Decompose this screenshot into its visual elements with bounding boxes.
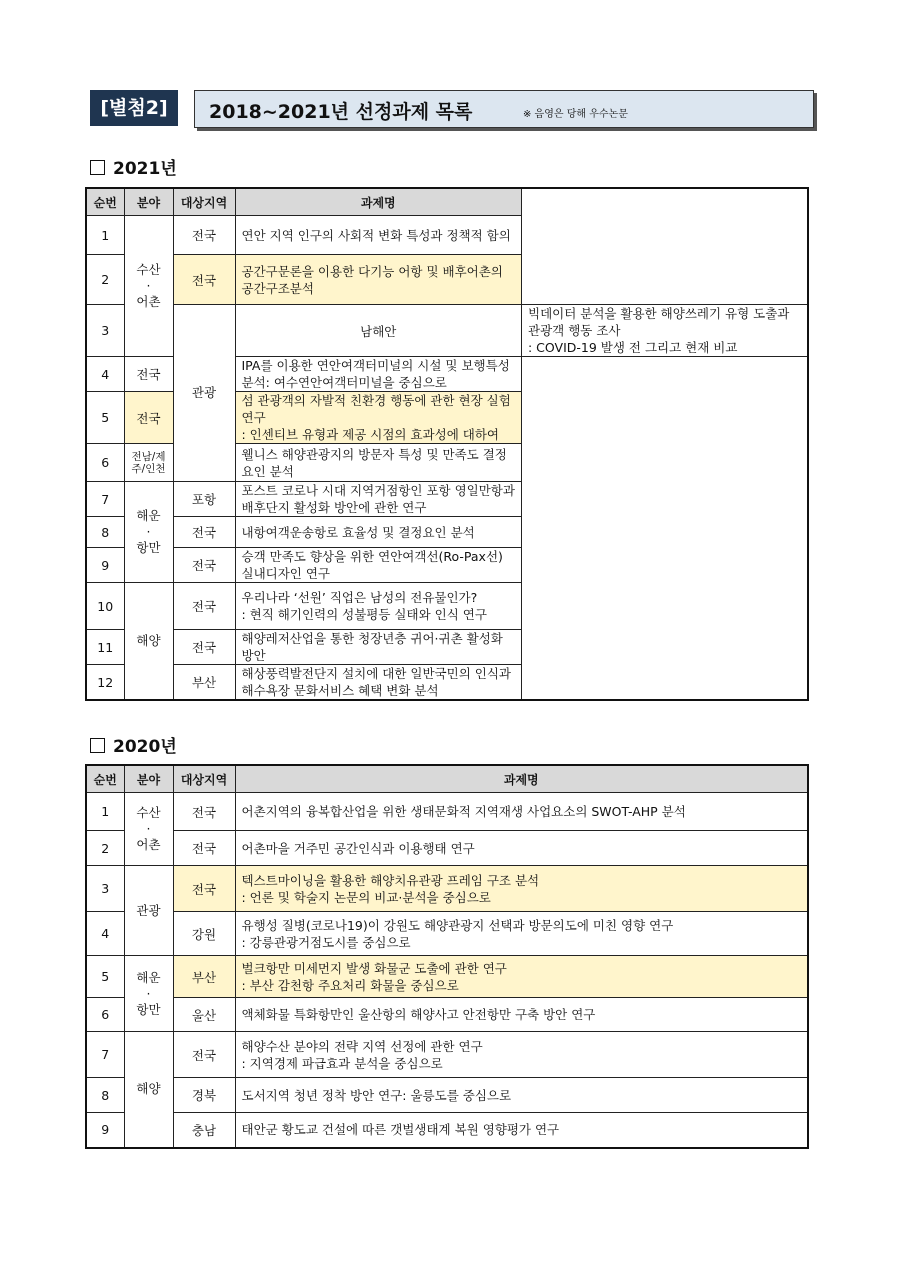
project-title-cell <box>235 1113 808 1148</box>
row-number: 3 <box>86 866 124 912</box>
project-title-line: 승객 만족도 향상을 위한 연안여객선(Ro-Pax선) 실내디자인 연구 <box>241 549 503 581</box>
region-cell: 강원 <box>173 912 235 956</box>
region-cell: 전국 <box>124 392 173 444</box>
project-title-cell <box>235 1032 808 1078</box>
field-cell: 해운 · 항만 <box>124 956 173 1032</box>
project-title-cell <box>235 357 522 392</box>
project-title-line: 웰니스 해양관광지의 방문자 특성 및 만족도 결정요인 분석 <box>241 446 507 479</box>
title-box <box>194 90 814 128</box>
row-number: 1 <box>86 793 124 831</box>
project-title-line: 해상풍력발전단지 설치에 대한 일반국민의 인식과 해수욕장 문화서비스 혜택 변화 분석 <box>241 666 511 698</box>
project-title-line: 해양수산 분야의 전략 지역 선정에 관한 연구 <box>241 1038 483 1054</box>
project-title-cell <box>235 517 522 548</box>
table-row <box>86 1032 808 1078</box>
row-number: 9 <box>86 548 124 583</box>
region-cell: 부산 <box>173 956 235 998</box>
row-number: 4 <box>86 357 124 392</box>
project-title-cell <box>235 216 522 255</box>
project-title-line: : 부산 감천항 주요처리 화물을 중심으로 <box>241 977 459 993</box>
project-title-line: : 인센티브 유형과 제공 시점의 효과성에 대하여 <box>241 427 499 442</box>
table-row <box>86 831 808 866</box>
section-heading-2021 <box>90 154 177 179</box>
project-title-cell <box>235 630 522 665</box>
project-title-cell <box>235 866 808 912</box>
row-number: 1 <box>86 216 124 255</box>
region-cell: 전국 <box>173 517 235 548</box>
col-header: 대상지역 <box>173 765 235 793</box>
project-title-line: 어촌마을 거주민 공간인식과 이용행태 연구 <box>241 840 475 856</box>
project-title-line: 유행성 질병(코로나19)이 강원도 해양관광지 선택과 방문의도에 미친 영향 연구 <box>241 917 674 933</box>
shading-note: ※ 음영은 당해 우수논문 <box>523 109 628 120</box>
table-row <box>86 216 808 255</box>
project-title-cell <box>235 665 522 701</box>
region-cell: 전국 <box>173 630 235 665</box>
table-row <box>86 956 808 998</box>
region-cell: 전남/제주/인천 <box>124 444 173 482</box>
checkbox-square-icon <box>90 160 105 175</box>
region-cell: 충남 <box>173 1113 235 1148</box>
col-header: 분야 <box>124 188 173 216</box>
row-number: 6 <box>86 444 124 482</box>
project-table-2020 <box>85 764 809 1149</box>
project-title-cell <box>235 831 808 866</box>
region-cell: 전국 <box>173 866 235 912</box>
project-title-line: : 언론 및 학술지 논문의 비교·분석을 중심으로 <box>241 889 491 905</box>
project-title-cell <box>235 912 808 956</box>
field-cell: 해운 · 항만 <box>124 482 173 583</box>
region-cell: 포항 <box>173 482 235 517</box>
row-number: 3 <box>86 305 124 357</box>
row-number: 2 <box>86 255 124 305</box>
table-header-row <box>86 188 808 216</box>
project-title-cell <box>235 548 522 583</box>
col-header: 분야 <box>124 765 173 793</box>
table-row <box>86 548 808 583</box>
project-title-line: 도서지역 청년 정착 방안 연구: 울릉도를 중심으로 <box>241 1087 512 1103</box>
attachment-tag: [별첨2] <box>90 90 178 126</box>
region-cell: 전국 <box>173 548 235 583</box>
section-heading-label: 2021년 <box>113 159 177 179</box>
row-number: 11 <box>86 630 124 665</box>
project-title-line: 공간구문론을 이용한 다기능 어항 및 배후어촌의 공간구조분석 <box>241 263 503 296</box>
row-number: 4 <box>86 912 124 956</box>
table-row <box>86 912 808 956</box>
field-cell: 수산 · 어촌 <box>124 793 173 866</box>
table-row <box>86 998 808 1032</box>
project-title-cell <box>235 482 522 517</box>
project-title-cell <box>235 956 808 998</box>
page-title: 2018~2021년 선정과제 목록 <box>209 101 473 123</box>
project-title-line: 텍스트마이닝을 활용한 해양치유관광 프레임 구조 분석 <box>241 872 540 888</box>
table-row <box>86 866 808 912</box>
project-table-2021 <box>85 187 809 701</box>
project-title-line: : 강릉관광거점도시를 중심으로 <box>241 934 411 950</box>
field-cell: 관광 <box>173 305 235 482</box>
project-title-line: 내항여객운송항로 효율성 및 결정요인 분석 <box>241 524 475 540</box>
row-number: 5 <box>86 956 124 998</box>
section-heading-2020 <box>90 732 177 757</box>
region-cell: 전국 <box>173 1032 235 1078</box>
row-number: 9 <box>86 1113 124 1148</box>
project-title-cell <box>235 793 808 831</box>
table-row <box>86 255 808 305</box>
project-title-line: 섬 관광객의 자발적 친환경 행동에 관한 현장 실험 연구 <box>241 393 511 425</box>
col-header: 순번 <box>86 765 124 793</box>
table-row <box>86 1078 808 1113</box>
project-title-cell <box>235 444 522 482</box>
project-title-cell <box>235 1078 808 1113</box>
col-header: 순번 <box>86 188 124 216</box>
field-cell: 해양 <box>124 1032 173 1148</box>
row-number: 8 <box>86 517 124 548</box>
project-title-cell <box>235 998 808 1032</box>
row-number: 12 <box>86 665 124 701</box>
region-cell: 경북 <box>173 1078 235 1113</box>
project-title-line: 포스트 코로나 시대 지역거점항인 포항 영일만항과 배후단지 활성화 방안에 관한 연구 <box>241 483 515 515</box>
table-row <box>86 583 808 630</box>
project-title-line: 연안 지역 인구의 사회적 변화 특성과 정책적 함의 <box>241 227 511 243</box>
project-title-line: 해양레저산업을 통한 청장년층 귀어·귀촌 활성화 방안 <box>241 631 503 663</box>
table-row <box>86 305 808 357</box>
project-title-cell <box>235 255 522 305</box>
project-title-line: : 지역경제 파급효과 분석을 중심으로 <box>241 1055 443 1071</box>
region-cell: 울산 <box>173 998 235 1032</box>
project-title-cell <box>235 392 522 444</box>
region-cell: 부산 <box>173 665 235 701</box>
field-cell: 관광 <box>124 866 173 956</box>
project-title-line: : 현직 해기인력의 성불평등 실태와 인식 연구 <box>241 607 487 622</box>
region-cell: 전국 <box>173 793 235 831</box>
table-row <box>86 482 808 517</box>
project-title-line: : COVID-19 발생 전 그리고 현재 비교 <box>528 340 738 355</box>
col-header: 대상지역 <box>173 188 235 216</box>
project-title-line: 벌크항만 미세먼지 발생 화물군 도출에 관한 연구 <box>241 960 507 976</box>
project-title-line: 어촌지역의 융복합산업을 위한 생태문화적 지역재생 사업요소의 SWOT-AHP 분석 <box>241 804 686 819</box>
project-title-cell <box>235 583 522 630</box>
table-row <box>86 665 808 701</box>
region-cell: 전국 <box>173 831 235 866</box>
project-title-line: 우리나라 ‘선원’ 직업은 남성의 전유물인가? <box>241 590 478 605</box>
region-cell: 남해안 <box>235 305 522 357</box>
table-row <box>86 793 808 831</box>
table-row <box>86 1113 808 1148</box>
region-cell: 전국 <box>124 357 173 392</box>
table-row <box>86 517 808 548</box>
field-cell: 수산 · 어촌 <box>124 216 173 357</box>
region-cell: 전국 <box>173 255 235 305</box>
col-header: 과제명 <box>235 188 522 216</box>
row-number: 2 <box>86 831 124 866</box>
section-heading-label: 2020년 <box>113 737 177 757</box>
field-cell: 해양 <box>124 583 173 701</box>
checkbox-square-icon <box>90 738 105 753</box>
project-title-line: IPA를 이용한 연안여객터미널의 시설 및 보행특성 분석: 여수연안여객터미널을 중심으로 <box>241 358 510 390</box>
row-number: 7 <box>86 482 124 517</box>
table-header-row <box>86 765 808 793</box>
row-number: 8 <box>86 1078 124 1113</box>
row-number: 6 <box>86 998 124 1032</box>
row-number: 10 <box>86 583 124 630</box>
project-title-line: 태안군 황도교 건설에 따른 갯벌생태계 복원 영향평가 연구 <box>241 1122 560 1138</box>
project-title-cell <box>522 305 809 357</box>
region-cell: 전국 <box>173 216 235 255</box>
row-number: 7 <box>86 1032 124 1078</box>
project-title-line: 액체화물 특화항만인 울산항의 해양사고 안전항만 구축 방안 연구 <box>241 1007 596 1022</box>
row-number: 5 <box>86 392 124 444</box>
region-cell: 전국 <box>173 583 235 630</box>
col-header: 과제명 <box>235 765 808 793</box>
project-title-line: 빅데이터 분석을 활용한 해양쓰레기 유형 도출과 관광객 행동 조사 <box>528 306 790 338</box>
table-row <box>86 630 808 665</box>
